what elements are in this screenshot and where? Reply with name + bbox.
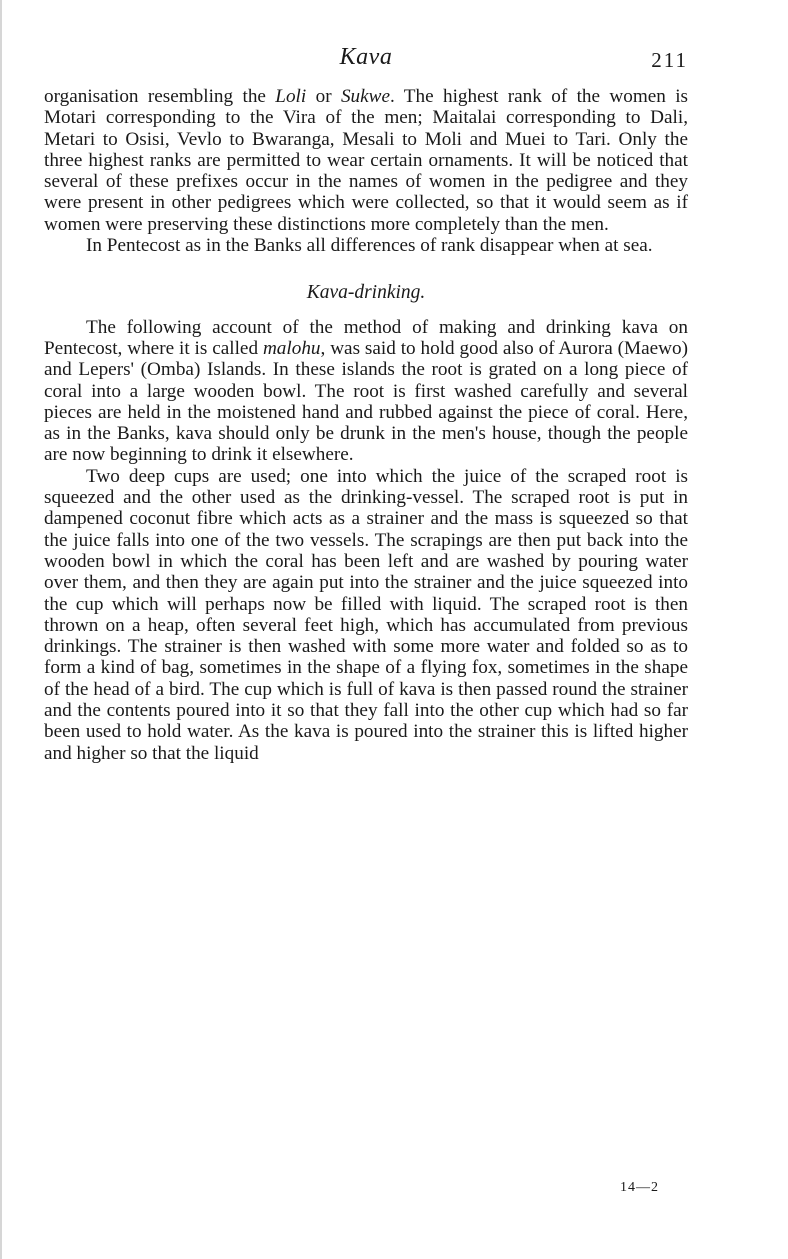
italic-term: Sukwe: [340, 86, 390, 107]
section-heading: Kava-drinking.: [306, 282, 426, 304]
paragraph-rank-organisation: organisation resembling the Loli or Sukwe. The highest rank of the women is Motari corresponding to the Vira of the men; Maitalai corresponding to Dali, Metari to Osisi, Vevlo to Bwaranga, Mesali to Moli and Muei to Tari. Only the three highest ranks are permitted to wear certain ornaments. It will be noticed that several of these prefixes occur in the names of women in the pedigree and they were present in other pedigrees which were collected, so that it would seem as if women were preserving these distinctions more completely than the men.: [44, 86, 689, 235]
paragraph-kava-cups: Two deep cups are used; one into which the juice of the scraped root is squeezed and the other used as the drinking-vessel. The scraped root is put in dampened coconut fibre which acts as a strainer and the mass is squeezed so that the juice falls into one of the two vessels. The scrapings are then put back into the wooden bowl in which the coral has been left and are washed by pouring water over them, and then they are again put into the strainer and the juice squeezed into the cup which will perhaps now be filled with liquid. The scraped root is then thrown on a heap, often several feet high, which has accumulated from previous drinkings. The strainer is then washed with some more water and folded so as to form a kind of bag, sometimes in the shape of a flying fox, sometimes in the shape of the head of a bird. The cup which is full of kava is then passed round the strainer and the contents poured into it so that they fall into the other cup which had so far been used to hold water. As the kava is poured into the strainer this is lifted higher and higher so that the liquid: [44, 465, 688, 764]
page-edge-shadow: [0, 0, 2, 1259]
page-header: [44, 44, 688, 76]
page-number: 211: [651, 48, 688, 72]
signature-mark: 14—2: [620, 1180, 659, 1195]
body-text: [44, 86, 688, 764]
italic-term: malohu: [262, 337, 321, 359]
running-head: Kava: [339, 44, 393, 70]
paragraph-rank-at-sea: In Pentecost as in the Banks all differences of rank disappear when at sea.: [86, 235, 653, 257]
italic-term: Loli: [275, 86, 307, 107]
paragraph-kava-method: The following account of the method of making and drinking kava on Pentecost, where it is called malohu, was said to hold good also of Aurora (Maewo) and Lepers' (Omba) Islands. In these islands the root is grated on a long piece of coral into a large wooden bowl. The root is first washed carefully and several pieces are held in the moistened hand and rubbed against the piece of coral. Here, as in the Banks, kava should only be drunk in the men's house, though the people are now beginning to drink it elsewhere.: [44, 316, 688, 466]
